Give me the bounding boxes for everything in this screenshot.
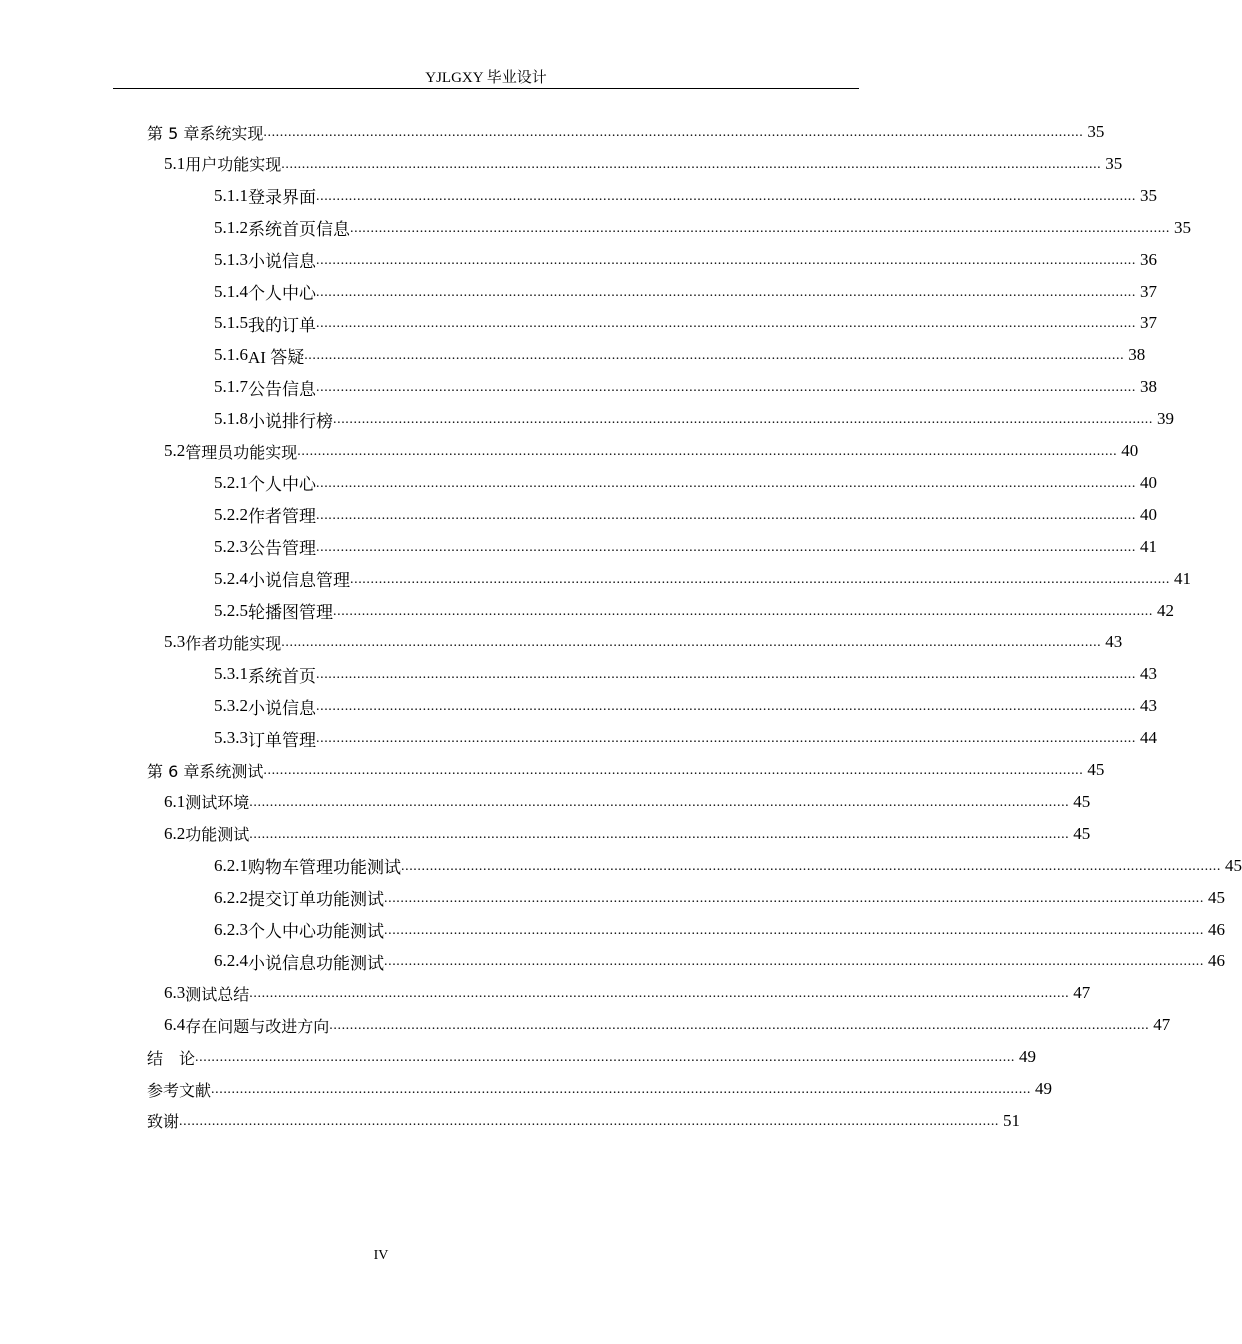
toc-entry-title: 个人中心功能测试 [248, 922, 384, 941]
page-header-title: YJLGXY 毕业设计 [425, 70, 547, 86]
toc-entry[interactable] [147, 754, 1105, 786]
toc-entry-page: 42 [1157, 600, 1174, 620]
toc-entry-page: 43 [1140, 664, 1157, 684]
toc-entry-title: 用户功能实现 [185, 155, 282, 175]
toc-entry[interactable] [214, 403, 1174, 435]
toc-entry[interactable] [164, 977, 1091, 1009]
toc-entry[interactable] [214, 595, 1174, 627]
toc-entry-number: 5.1.1 [214, 185, 248, 205]
toc-entry-number: 6.2 [164, 823, 186, 843]
toc-entry-page: 45 [1208, 887, 1225, 907]
toc-entry-page: 36 [1140, 249, 1157, 269]
toc-entry-title: 个人中心 [248, 284, 316, 303]
toc-leader-dots: ........................................................................................................................................................................................................ [316, 252, 1136, 268]
toc-leader-dots: ........................................................................................................................................................................................................ [316, 475, 1136, 491]
toc-entry[interactable] [147, 1073, 1053, 1105]
toc-entry-number: 5.1.2 [214, 217, 248, 237]
toc-entry-number: 5.1.3 [214, 249, 248, 269]
toc-entry-page: 35 [1140, 185, 1157, 205]
toc-entry-page: 49 [1035, 1079, 1053, 1098]
toc-entry-title: 轮播图管理 [248, 603, 333, 622]
toc-entry-number: 5.1.7 [214, 377, 248, 397]
toc-entry-number: 5.1.6 [214, 345, 248, 365]
toc-leader-dots: ........................................................................................................................................................................................................ [316, 188, 1136, 204]
toc-entry-page: 45 [1073, 791, 1091, 811]
toc-entry[interactable] [214, 945, 1225, 977]
toc-entry-title: 个人中心 [248, 475, 316, 495]
toc-leader-dots: ........................................................................................................................................................................................................ [211, 1082, 1032, 1097]
toc-entry-page: 49 [1019, 1047, 1037, 1067]
toc-entry-page: 41 [1174, 568, 1191, 588]
toc-entry-page: 41 [1140, 536, 1157, 556]
toc-entry[interactable] [214, 276, 1157, 308]
toc-entry-title: 我的订单 [248, 315, 316, 335]
toc-leader-dots: ........................................................................................................................................................................................................ [281, 156, 1102, 172]
toc-entry-number: 5.1.4 [214, 281, 248, 301]
toc-entry-page: 45 [1225, 855, 1242, 875]
toc-leader-dots: ........................................................................................................................................................................................................ [249, 826, 1070, 842]
toc-leader-dots: ........................................................................................................................................................................................................ [401, 858, 1221, 874]
toc-entry[interactable] [147, 1105, 1021, 1137]
toc-entry-title: 公告信息 [248, 379, 316, 399]
page-number: IV [373, 1248, 389, 1263]
toc-entry-number: 6.2.4 [214, 951, 248, 971]
toc-entry-title: 系统实现 [199, 123, 264, 143]
toc-entry-number: 6.1 [164, 791, 186, 811]
toc-leader-dots: ........................................................................................................................................................................................................ [316, 731, 1136, 747]
toc-entry-title: 存在问题与改进方向 [185, 1016, 330, 1036]
toc-entry-page: 38 [1140, 377, 1157, 397]
toc-leader-dots: ........................................................................................................................................................................................................ [249, 794, 1070, 810]
toc-entry-number: 5.3.1 [214, 664, 248, 684]
toc-entry-title: 测试总结 [185, 984, 250, 1004]
toc-entry[interactable] [214, 722, 1157, 754]
toc-entry-number: 5.1 [164, 153, 186, 173]
toc-entry-title: 参考文献 [147, 1080, 212, 1100]
toc-entry-page: 35 [1105, 153, 1123, 173]
toc-leader-dots: ........................................................................................................................................................................................................ [316, 380, 1136, 396]
toc-entry-title: 管理员功能实现 [185, 442, 298, 462]
toc-entry-page: 37 [1140, 281, 1157, 301]
toc-entry-title: 作者功能实现 [185, 633, 282, 653]
toc-leader-dots: ........................................................................................................................................................................................................ [316, 667, 1136, 683]
toc-entry-number: 6.2.1 [214, 855, 248, 875]
toc-entry[interactable] [214, 914, 1225, 946]
toc-entry[interactable] [214, 690, 1157, 722]
toc-entry-number: 6.2.3 [214, 919, 248, 939]
toc-entry-title: 小说信息功能测试 [248, 953, 384, 973]
toc-leader-dots: ........................................................................................................................................................................................................ [263, 763, 1084, 778]
toc-entry[interactable] [164, 435, 1139, 467]
toc-entry-page: 40 [1140, 472, 1157, 492]
toc-entry[interactable] [214, 531, 1157, 563]
toc-entry-number: 6.3 [164, 983, 186, 1003]
toc-entry-page: 47 [1073, 983, 1091, 1003]
toc-leader-dots: ........................................................................................................................................................................................................ [249, 986, 1070, 1002]
toc-entry-title: 小说信息 [248, 698, 316, 718]
toc-entry-title: 小说信息 [248, 252, 316, 272]
toc-entry-number: 第 5 章 [147, 123, 200, 143]
toc-entry[interactable] [214, 467, 1157, 499]
toc-entry-page: 39 [1157, 409, 1174, 429]
toc-leader-dots: ........................................................................................................................................................................................................ [316, 507, 1136, 523]
toc-entry[interactable] [164, 1009, 1171, 1041]
toc-leader-dots: ........................................................................................................................................................................................................ [384, 890, 1204, 906]
toc-entry[interactable] [214, 499, 1157, 531]
toc-leader-dots: ........................................................................................................................................................................................................ [384, 954, 1204, 970]
toc-entry-page: 40 [1140, 504, 1157, 524]
toc-entry-page: 44 [1140, 728, 1157, 748]
toc-entry-number: 5.2.4 [214, 568, 248, 588]
toc-entry-title: 功能测试 [185, 825, 250, 845]
toc-entry-page: 46 [1208, 951, 1225, 971]
toc-leader-dots: ........................................................................................................................................................................................................ [350, 220, 1170, 236]
toc-entry[interactable] [164, 626, 1123, 658]
toc-entry-title: 小说排行榜 [248, 411, 333, 431]
toc-entry-page: 35 [1087, 122, 1105, 141]
toc-entry-title: 测试环境 [185, 793, 250, 813]
toc-entry-title: 小说信息管理 [248, 571, 350, 591]
toc-entry-number: 5.2.2 [214, 504, 248, 524]
toc-entry-page: 47 [1153, 1015, 1171, 1035]
toc-leader-dots: ........................................................................................................................................................................................................ [316, 699, 1136, 715]
toc-entry[interactable] [147, 1041, 1037, 1073]
toc-entry[interactable] [214, 180, 1157, 212]
toc-entry[interactable] [164, 148, 1123, 180]
toc-entry-number: 5.2.5 [214, 600, 248, 620]
header-rule [113, 88, 859, 89]
toc-entry-number: 5.1.8 [214, 409, 248, 429]
toc-leader-dots: ........................................................................................................................................................................................................ [297, 444, 1118, 459]
toc-entry[interactable] [214, 307, 1157, 339]
toc-leader-dots: ........................................................................................................................................................................................................ [263, 125, 1084, 140]
toc-entry-title: 致谢 [147, 1112, 180, 1132]
toc-entry-title: 系统首页 [248, 666, 316, 686]
toc-entry-page: 38 [1128, 345, 1146, 365]
toc-entry-title: 系统测试 [199, 761, 264, 781]
toc-leader-dots: ........................................................................................................................................................................................................ [281, 635, 1102, 651]
toc-leader-dots: ........................................................................................................................................................................................................ [350, 571, 1170, 587]
toc-entry-page: 37 [1140, 313, 1157, 333]
toc-entry-title: 订单管理 [248, 730, 316, 750]
toc-entry[interactable] [164, 818, 1091, 850]
toc-leader-dots: ........................................................................................................................................................................................................ [179, 1113, 1000, 1129]
toc-entry-page: 51 [1003, 1110, 1021, 1130]
toc-leader-dots: ........................................................................................................................................................................................................ [316, 284, 1136, 300]
toc-entry[interactable] [214, 850, 1242, 882]
toc-entry-title: 登录界面 [248, 188, 316, 208]
toc-entry-number: 6.2.2 [214, 887, 248, 907]
toc-entry-number: 5.3.3 [214, 728, 248, 748]
toc-entry[interactable] [147, 116, 1105, 148]
toc-entry-number: 6.4 [164, 1015, 186, 1035]
toc-entry[interactable] [214, 244, 1157, 276]
toc-leader-dots: ........................................................................................................................................................................................................ [195, 1050, 1016, 1066]
toc-entry-page: 43 [1105, 632, 1123, 652]
toc-entry-title: 结 论 [147, 1048, 196, 1068]
toc-entry-number: 5.2.3 [214, 536, 248, 556]
toc-entry-title: 作者管理 [248, 507, 316, 527]
toc-entry-page: 45 [1087, 760, 1105, 779]
toc-entry[interactable] [214, 212, 1191, 244]
toc-leader-dots: ........................................................................................................................................................................................................ [384, 922, 1204, 938]
toc-entry-title: 公告管理 [248, 539, 316, 559]
toc-entry-number: 5.3 [164, 632, 186, 652]
toc-entry-number: 5.2.1 [214, 472, 248, 492]
toc-entry[interactable] [164, 786, 1091, 818]
toc-entry-number: 5.2 [164, 441, 186, 460]
toc-entry-title: 提交订单功能测试 [248, 890, 384, 910]
toc-entry-page: 35 [1174, 217, 1191, 237]
toc-entry-number: 第 6 章 [147, 761, 200, 781]
toc-entry-page: 43 [1140, 696, 1157, 716]
toc-entry-page: 40 [1121, 441, 1139, 460]
toc-entry-number: 5.1.5 [214, 313, 248, 333]
toc-entry-title: AI 答疑 [248, 347, 305, 367]
toc-leader-dots: ........................................................................................................................................................................................................ [333, 603, 1153, 619]
toc-leader-dots: ........................................................................................................................................................................................................ [316, 316, 1136, 332]
toc-entry-number: 5.3.2 [214, 696, 248, 716]
toc-leader-dots: ........................................................................................................................................................................................................ [329, 1018, 1150, 1034]
toc-entry[interactable] [214, 563, 1191, 595]
toc-entry-title: 购物车管理功能测试 [248, 858, 401, 878]
toc-entry-page: 45 [1073, 823, 1091, 843]
toc-entry[interactable] [214, 339, 1146, 371]
toc-entry[interactable] [214, 371, 1157, 403]
toc-entry[interactable] [214, 658, 1157, 690]
toc-leader-dots: ........................................................................................................................................................................................................ [333, 412, 1153, 428]
toc-leader-dots: ........................................................................................................................................................................................................ [316, 539, 1136, 555]
toc-entry-page: 46 [1208, 919, 1225, 939]
toc-entry[interactable] [214, 882, 1225, 914]
toc-entry-title: 系统首页信息 [248, 220, 350, 240]
toc-leader-dots: ........................................................................................................................................................................................................ [304, 348, 1125, 364]
